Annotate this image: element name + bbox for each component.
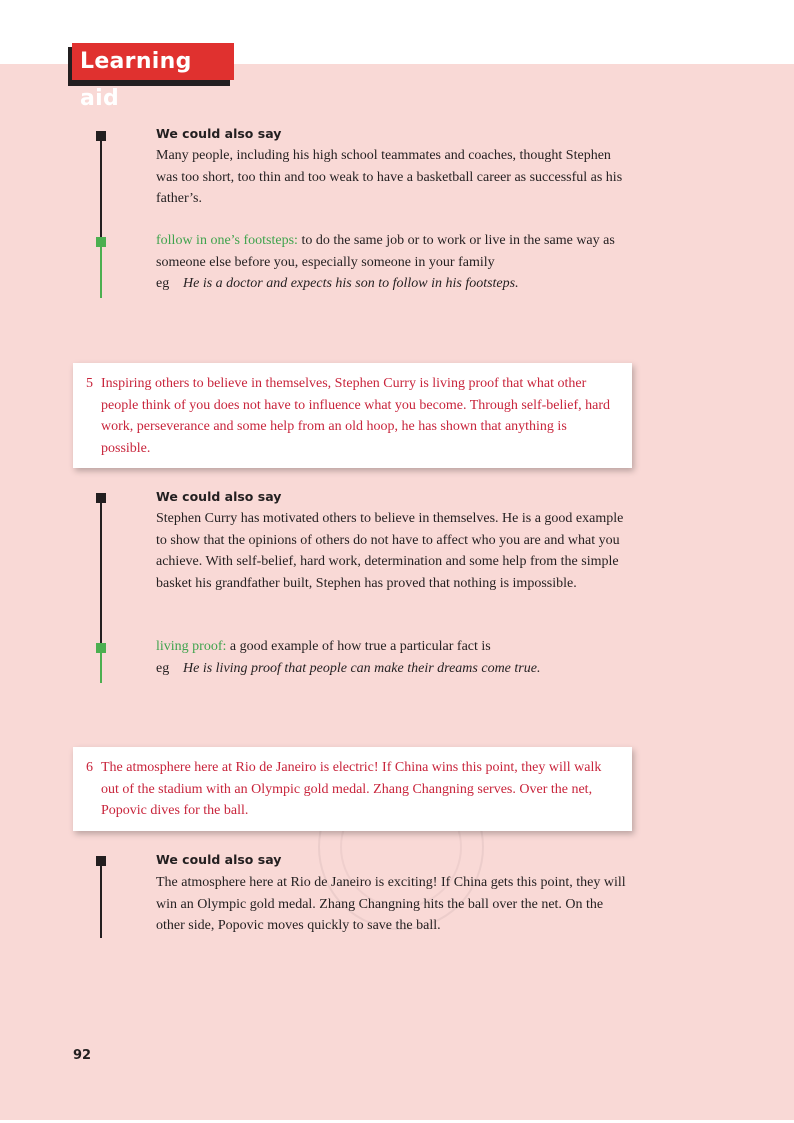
learning-aid-banner: Learning aid bbox=[72, 43, 234, 80]
example-sentence: He is a doctor and expects his son to follow in his footsteps. bbox=[183, 276, 519, 291]
timeline-line bbox=[100, 131, 102, 243]
excerpt-text: The atmosphere here at Rio de Janeiro is electric! If China wins this point, they will walk out of the stadium with an Olympic gold medal. Zhang Changning serves. Over the net, Popovic dives for the ball. bbox=[101, 760, 602, 818]
vocab-definition: a good example of how true a particular fact is bbox=[226, 639, 491, 654]
timeline-line-green bbox=[100, 243, 102, 298]
timeline-line bbox=[100, 856, 102, 938]
timeline-line bbox=[100, 493, 102, 643]
we-could-also-say-heading: We could also say bbox=[156, 852, 282, 867]
text-excerpt-box bbox=[73, 747, 632, 831]
eg-label: eg bbox=[156, 660, 170, 676]
bullet-square bbox=[96, 131, 106, 141]
text-excerpt-box bbox=[73, 363, 632, 468]
bullet-square-green bbox=[96, 643, 106, 653]
bullet-square-green bbox=[96, 237, 106, 247]
bullet-square bbox=[96, 856, 106, 866]
excerpt-number: 6 bbox=[86, 760, 93, 775]
paraphrase-text: Stephen Curry has motivated others to believe in themselves. He is a good example to show that the opinions of others do not have to affect who you are and what you achieve. With self-belief, hard work, determination and some help from the simple basket his grandfather built, Stephen has proved that nothing is impossible. bbox=[156, 511, 624, 591]
we-could-also-say-heading: We could also say bbox=[156, 126, 282, 141]
bullet-square bbox=[96, 493, 106, 503]
excerpt-text: Inspiring others to believe in themselves, Stephen Curry is living proof that what other people think of you does not have to influence what you become. Through self-belief, hard work, perseverance and some help from an old hoop, he has shown that anything is possible. bbox=[101, 376, 611, 456]
vocab-definition: to do the same job or to work or live in the same way as someone else before you, especially someone in your family bbox=[156, 233, 615, 270]
we-could-also-say-heading: We could also say bbox=[156, 489, 282, 504]
example-sentence: He is living proof that people can make their dreams come true. bbox=[183, 660, 541, 676]
excerpt-number: 5 bbox=[86, 376, 93, 391]
paraphrase-text: The atmosphere here at Rio de Janeiro is exciting! If China gets this point, they will win an Olympic gold medal. Zhang Changning hits the ball over the net. On the other side, Popovic moves quickly to save the ball. bbox=[156, 875, 626, 933]
page-number: 92 bbox=[73, 1048, 92, 1063]
paraphrase-text: Many people, including his high school teammates and coaches, thought Stephen was too short, too thin and too weak to have a basketball career as successful as his father’s. bbox=[156, 148, 623, 206]
eg-label: eg bbox=[156, 276, 170, 291]
vocab-term: living proof: bbox=[156, 639, 227, 654]
vocabulary-entry bbox=[156, 230, 634, 295]
vocabulary-entry bbox=[156, 636, 634, 679]
vocab-term: follow in one’s footsteps: bbox=[156, 233, 298, 248]
